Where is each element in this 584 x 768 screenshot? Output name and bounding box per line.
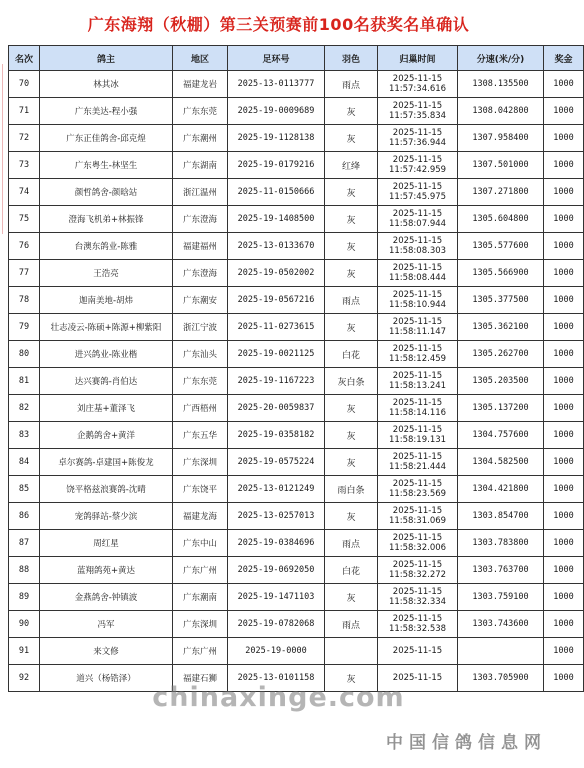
watermark-cn-text: 中国信鸽信息网	[386, 733, 547, 753]
cell-ring: 2025-19-1471103	[228, 584, 325, 611]
cell-ring: 2025-13-0113777	[228, 71, 325, 98]
cell-prize: 1000	[544, 206, 584, 233]
cell-ring: 2025-19-0009689	[228, 98, 325, 125]
cell-owner: 饶平格兹浪赛鸽-沈晴	[40, 476, 173, 503]
cell-owner: 卓尔赛鸽-卓建国+陈俊龙	[40, 449, 173, 476]
cell-region: 广东深圳	[173, 449, 228, 476]
cell-ring: 2025-19-0358182	[228, 422, 325, 449]
cell-prize: 1000	[544, 98, 584, 125]
cell-prize: 1000	[544, 260, 584, 287]
cell-region: 福建福州	[173, 233, 228, 260]
cell-clock: 11:57:34.616	[388, 84, 447, 94]
cell-owner: 广东美达-程小强	[40, 98, 173, 125]
cell-owner: 广东粤生-林坚生	[40, 152, 173, 179]
cell-owner: 金燕鸽舍-钟镇波	[40, 584, 173, 611]
cell-date: 2025-11-15	[392, 506, 443, 516]
cell-region: 浙江宁波	[173, 314, 228, 341]
table-row	[9, 557, 584, 584]
cell-rank: 92	[9, 665, 40, 692]
cell-date: 2025-11-15	[392, 587, 443, 597]
cell-prize: 1000	[544, 665, 584, 692]
cell-region: 广东汕头	[173, 341, 228, 368]
cell-rank: 70	[9, 71, 40, 98]
cell-clock: 11:58:21.444	[388, 462, 447, 472]
cell-prize: 1000	[544, 422, 584, 449]
cell-ring: 2025-19-0179216	[228, 152, 325, 179]
cell-ring: 2025-19-0021125	[228, 341, 325, 368]
cell-date: 2025-11-15	[392, 155, 443, 165]
cell-clock: 11:58:31.069	[388, 516, 447, 526]
cell-region: 广东中山	[173, 530, 228, 557]
cell-color: 灰	[325, 422, 378, 449]
cell-time	[378, 368, 458, 395]
cell-rank: 73	[9, 152, 40, 179]
cell-speed: 1307.958400	[458, 125, 544, 152]
table-row	[9, 584, 584, 611]
cell-clock: 11:58:32.272	[388, 570, 447, 580]
table-row	[9, 422, 584, 449]
table-row	[9, 152, 584, 179]
table-row	[9, 395, 584, 422]
cell-rank: 81	[9, 368, 40, 395]
cell-prize: 1000	[544, 125, 584, 152]
cell-time	[378, 422, 458, 449]
col-header-time: 归巢时间	[378, 46, 458, 71]
cell-region: 广东澄海	[173, 260, 228, 287]
cell-clock: 11:57:42.959	[388, 165, 447, 175]
cell-region: 福建龙岩	[173, 71, 228, 98]
cell-date: 2025-11-15	[392, 371, 443, 381]
cell-time	[378, 152, 458, 179]
cell-clock: 11:58:32.334	[388, 597, 447, 607]
cell-speed: 1303.854700	[458, 503, 544, 530]
cell-clock: 11:58:32.538	[388, 624, 447, 634]
cell-prize: 1000	[544, 476, 584, 503]
cell-time	[378, 638, 458, 665]
cell-date: 2025-11-15	[392, 452, 443, 462]
cell-region: 广西梧州	[173, 395, 228, 422]
cell-owner: 澄海飞机弟+林振锋	[40, 206, 173, 233]
cell-region: 广东东莞	[173, 368, 228, 395]
cell-color: 白花	[325, 341, 378, 368]
col-header-region: 地区	[173, 46, 228, 71]
cell-region: 福建龙海	[173, 503, 228, 530]
cell-date: 2025-11-15	[392, 398, 443, 408]
cell-speed: 1305.377500	[458, 287, 544, 314]
cell-date: 2025-11-15	[392, 236, 443, 246]
cell-speed: 1305.137200	[458, 395, 544, 422]
col-header-rank: 名次	[9, 46, 40, 71]
cell-rank: 77	[9, 260, 40, 287]
cell-prize: 1000	[544, 449, 584, 476]
results-table	[8, 45, 584, 692]
table-row	[9, 449, 584, 476]
cell-speed: 1307.501000	[458, 152, 544, 179]
table-row	[9, 71, 584, 98]
table-row	[9, 368, 584, 395]
table-header-row	[9, 46, 584, 71]
cell-speed: 1308.042800	[458, 98, 544, 125]
col-header-speed: 分速(米/分)	[458, 46, 544, 71]
cell-color: 雨点	[325, 530, 378, 557]
cell-owner: 宠鸽驿站-蔡少滨	[40, 503, 173, 530]
cell-color: 灰	[325, 179, 378, 206]
cell-color: 灰	[325, 395, 378, 422]
cell-color: 灰	[325, 125, 378, 152]
cell-owner: 周红星	[40, 530, 173, 557]
cell-speed: 1307.271800	[458, 179, 544, 206]
cell-date: 2025-11-15	[392, 317, 443, 327]
cell-rank: 83	[9, 422, 40, 449]
cell-date: 2025-11-15	[392, 673, 443, 683]
cell-region: 广东广州	[173, 557, 228, 584]
cell-color	[325, 638, 378, 665]
cell-region: 广东潮安	[173, 287, 228, 314]
cell-owner: 刘庄基+董泽飞	[40, 395, 173, 422]
cell-ring: 2025-19-1408500	[228, 206, 325, 233]
cell-time	[378, 179, 458, 206]
cell-rank: 82	[9, 395, 40, 422]
cell-speed: 1304.757600	[458, 422, 544, 449]
cell-ring: 2025-19-0575224	[228, 449, 325, 476]
table-row	[9, 314, 584, 341]
cell-time	[378, 260, 458, 287]
cell-color: 灰	[325, 449, 378, 476]
cell-time	[378, 611, 458, 638]
cell-prize: 1000	[544, 314, 584, 341]
cell-color: 灰	[325, 503, 378, 530]
cell-rank: 80	[9, 341, 40, 368]
cell-time	[378, 71, 458, 98]
table-row	[9, 179, 584, 206]
cell-color: 白花	[325, 557, 378, 584]
cell-ring: 2025-19-0000	[228, 638, 325, 665]
cell-owner: 广东正佳鸽舍-邱克煌	[40, 125, 173, 152]
cell-clock: 11:58:32.006	[388, 543, 447, 553]
cell-prize: 1000	[544, 503, 584, 530]
cell-region: 广东广州	[173, 638, 228, 665]
cell-prize: 1000	[544, 611, 584, 638]
cell-prize: 1000	[544, 368, 584, 395]
col-header-color: 羽色	[325, 46, 378, 71]
cell-clock: 11:57:45.975	[388, 192, 447, 202]
cell-rank: 78	[9, 287, 40, 314]
cell-time	[378, 503, 458, 530]
cell-owner: 达兴赛鸽-肖伯达	[40, 368, 173, 395]
cell-ring: 2025-11-0273615	[228, 314, 325, 341]
cell-owner: 蓝翔鸽苑+黄达	[40, 557, 173, 584]
cell-prize: 1000	[544, 557, 584, 584]
cell-speed: 1303.763700	[458, 557, 544, 584]
cell-rank: 76	[9, 233, 40, 260]
cell-ring: 2025-19-1167223	[228, 368, 325, 395]
cell-color: 雨点	[325, 287, 378, 314]
cell-date: 2025-11-15	[392, 209, 443, 219]
cell-clock: 11:58:13.241	[388, 381, 447, 391]
cell-time	[378, 233, 458, 260]
cell-color: 雨白条	[325, 476, 378, 503]
cell-clock: 11:58:23.569	[388, 489, 447, 499]
cell-owner: 道兴（杨锆泽）	[40, 665, 173, 692]
table-row	[9, 125, 584, 152]
cell-color: 雨点	[325, 71, 378, 98]
cell-ring: 2025-13-0101158	[228, 665, 325, 692]
cell-time	[378, 395, 458, 422]
cell-date: 2025-11-15	[392, 425, 443, 435]
cell-clock: 11:58:10.944	[388, 300, 447, 310]
cell-rank: 72	[9, 125, 40, 152]
cell-color: 雨点	[325, 611, 378, 638]
cell-ring: 2025-13-0121249	[228, 476, 325, 503]
cell-owner: 王浩亮	[40, 260, 173, 287]
cell-clock: 11:58:08.303	[388, 246, 447, 256]
cell-region: 广东潮州	[173, 125, 228, 152]
cell-region: 广东深圳	[173, 611, 228, 638]
cell-rank: 71	[9, 98, 40, 125]
table-row	[9, 206, 584, 233]
cell-clock: 11:58:11.147	[388, 327, 447, 337]
cell-date: 2025-11-15	[392, 263, 443, 273]
cell-rank: 84	[9, 449, 40, 476]
cell-clock: 11:58:07.944	[388, 219, 447, 229]
col-header-prize: 奖金	[544, 46, 584, 71]
cell-ring: 2025-19-1128138	[228, 125, 325, 152]
cell-rank: 87	[9, 530, 40, 557]
cell-ring: 2025-20-0059837	[228, 395, 325, 422]
cell-date: 2025-11-15	[392, 128, 443, 138]
cell-date: 2025-11-15	[392, 344, 443, 354]
cell-time	[378, 449, 458, 476]
col-header-owner: 鸽主	[40, 46, 173, 71]
cell-clock: 11:57:35.834	[388, 111, 447, 121]
cell-prize: 1000	[544, 179, 584, 206]
cell-region: 广东饶平	[173, 476, 228, 503]
table-row	[9, 287, 584, 314]
cell-color: 灰	[325, 584, 378, 611]
cell-date: 2025-11-15	[392, 646, 443, 656]
cell-ring: 2025-19-0502002	[228, 260, 325, 287]
watermark-text: chinaxinge.com	[152, 682, 405, 713]
table-row	[9, 530, 584, 557]
table-row	[9, 503, 584, 530]
cell-time	[378, 476, 458, 503]
cell-clock: 11:58:14.116	[388, 408, 447, 418]
cell-ring: 2025-13-0257013	[228, 503, 325, 530]
cell-rank: 85	[9, 476, 40, 503]
cell-color: 灰	[325, 98, 378, 125]
cell-time	[378, 314, 458, 341]
cell-date: 2025-11-15	[392, 290, 443, 300]
cell-region: 广东湖南	[173, 152, 228, 179]
cell-date: 2025-11-15	[392, 560, 443, 570]
cell-speed: 1303.705900	[458, 665, 544, 692]
cell-rank: 88	[9, 557, 40, 584]
cell-speed: 1308.135500	[458, 71, 544, 98]
col-header-ring: 足环号	[228, 46, 325, 71]
table-row	[9, 476, 584, 503]
cell-owner: 迦南美地-胡炜	[40, 287, 173, 314]
margin-mark	[2, 64, 7, 234]
cell-speed: 1305.362100	[458, 314, 544, 341]
cell-rank: 90	[9, 611, 40, 638]
cell-prize: 1000	[544, 395, 584, 422]
cell-rank: 89	[9, 584, 40, 611]
cell-speed: 1303.743600	[458, 611, 544, 638]
cell-time	[378, 341, 458, 368]
cell-ring: 2025-19-0782068	[228, 611, 325, 638]
cell-rank: 74	[9, 179, 40, 206]
cell-prize: 1000	[544, 71, 584, 98]
cell-time	[378, 206, 458, 233]
cell-time	[378, 98, 458, 125]
cell-owner: 台澳东鸽业-陈雅	[40, 233, 173, 260]
cell-speed	[458, 638, 544, 665]
cell-date: 2025-11-15	[392, 533, 443, 543]
cell-ring: 2025-19-0384696	[228, 530, 325, 557]
cell-date: 2025-11-15	[392, 182, 443, 192]
cell-speed: 1304.421800	[458, 476, 544, 503]
cell-rank: 75	[9, 206, 40, 233]
cell-clock: 11:58:12.459	[388, 354, 447, 364]
cell-color: 灰	[325, 206, 378, 233]
cell-speed: 1304.582500	[458, 449, 544, 476]
cell-clock: 11:57:36.944	[388, 138, 447, 148]
cell-owner: 林其冰	[40, 71, 173, 98]
cell-ring: 2025-11-0150666	[228, 179, 325, 206]
cell-color: 红绛	[325, 152, 378, 179]
cell-speed: 1305.566900	[458, 260, 544, 287]
cell-color: 灰白条	[325, 368, 378, 395]
cell-time	[378, 125, 458, 152]
cell-color: 灰	[325, 314, 378, 341]
table-row	[9, 233, 584, 260]
cell-speed: 1305.203500	[458, 368, 544, 395]
table-row	[9, 98, 584, 125]
cell-prize: 1000	[544, 233, 584, 260]
cell-rank: 86	[9, 503, 40, 530]
cell-prize: 1000	[544, 584, 584, 611]
cell-prize: 1000	[544, 638, 584, 665]
cell-color: 灰	[325, 665, 378, 692]
cell-prize: 1000	[544, 530, 584, 557]
cell-region: 浙江温州	[173, 179, 228, 206]
cell-time	[378, 584, 458, 611]
cell-owner: 冯军	[40, 611, 173, 638]
cell-clock: 11:58:08.444	[388, 273, 447, 283]
cell-prize: 1000	[544, 152, 584, 179]
cell-owner: 进兴鸽业-陈业楷	[40, 341, 173, 368]
cell-rank: 91	[9, 638, 40, 665]
table-row	[9, 611, 584, 638]
table-row	[9, 341, 584, 368]
cell-speed: 1305.604800	[458, 206, 544, 233]
cell-prize: 1000	[544, 341, 584, 368]
table-row	[9, 638, 584, 665]
table-row	[9, 260, 584, 287]
cell-owner: 企鹅鸽舍+黄洋	[40, 422, 173, 449]
cell-region: 福建石狮	[173, 665, 228, 692]
cell-owner: 颜哲鸽舍-颜晗站	[40, 179, 173, 206]
cell-speed: 1305.262700	[458, 341, 544, 368]
table-body	[9, 71, 584, 692]
cell-date: 2025-11-15	[392, 479, 443, 489]
cell-speed: 1303.759100	[458, 584, 544, 611]
cell-owner: 壮志凌云-陈硕+陈源+柳紫阳	[40, 314, 173, 341]
cell-prize: 1000	[544, 287, 584, 314]
cell-speed: 1303.783800	[458, 530, 544, 557]
cell-rank: 79	[9, 314, 40, 341]
cell-date: 2025-11-15	[392, 101, 443, 111]
cell-time	[378, 287, 458, 314]
cell-time	[378, 530, 458, 557]
cell-region: 广东澄海	[173, 206, 228, 233]
cell-region: 广东五华	[173, 422, 228, 449]
page-title: 广东海翔（秋棚）第三关预赛前100名获奖名单确认	[87, 15, 470, 34]
cell-date: 2025-11-15	[392, 74, 443, 84]
cell-region: 广东潮南	[173, 584, 228, 611]
cell-time	[378, 557, 458, 584]
cell-ring: 2025-13-0133670	[228, 233, 325, 260]
cell-color: 灰	[325, 260, 378, 287]
cell-color: 灰	[325, 233, 378, 260]
cell-owner: 来文修	[40, 638, 173, 665]
cell-ring: 2025-19-0692050	[228, 557, 325, 584]
cell-clock: 11:58:19.131	[388, 435, 447, 445]
cell-speed: 1305.577600	[458, 233, 544, 260]
cell-date: 2025-11-15	[392, 614, 443, 624]
cell-ring: 2025-19-0567216	[228, 287, 325, 314]
cell-region: 广东东莞	[173, 98, 228, 125]
